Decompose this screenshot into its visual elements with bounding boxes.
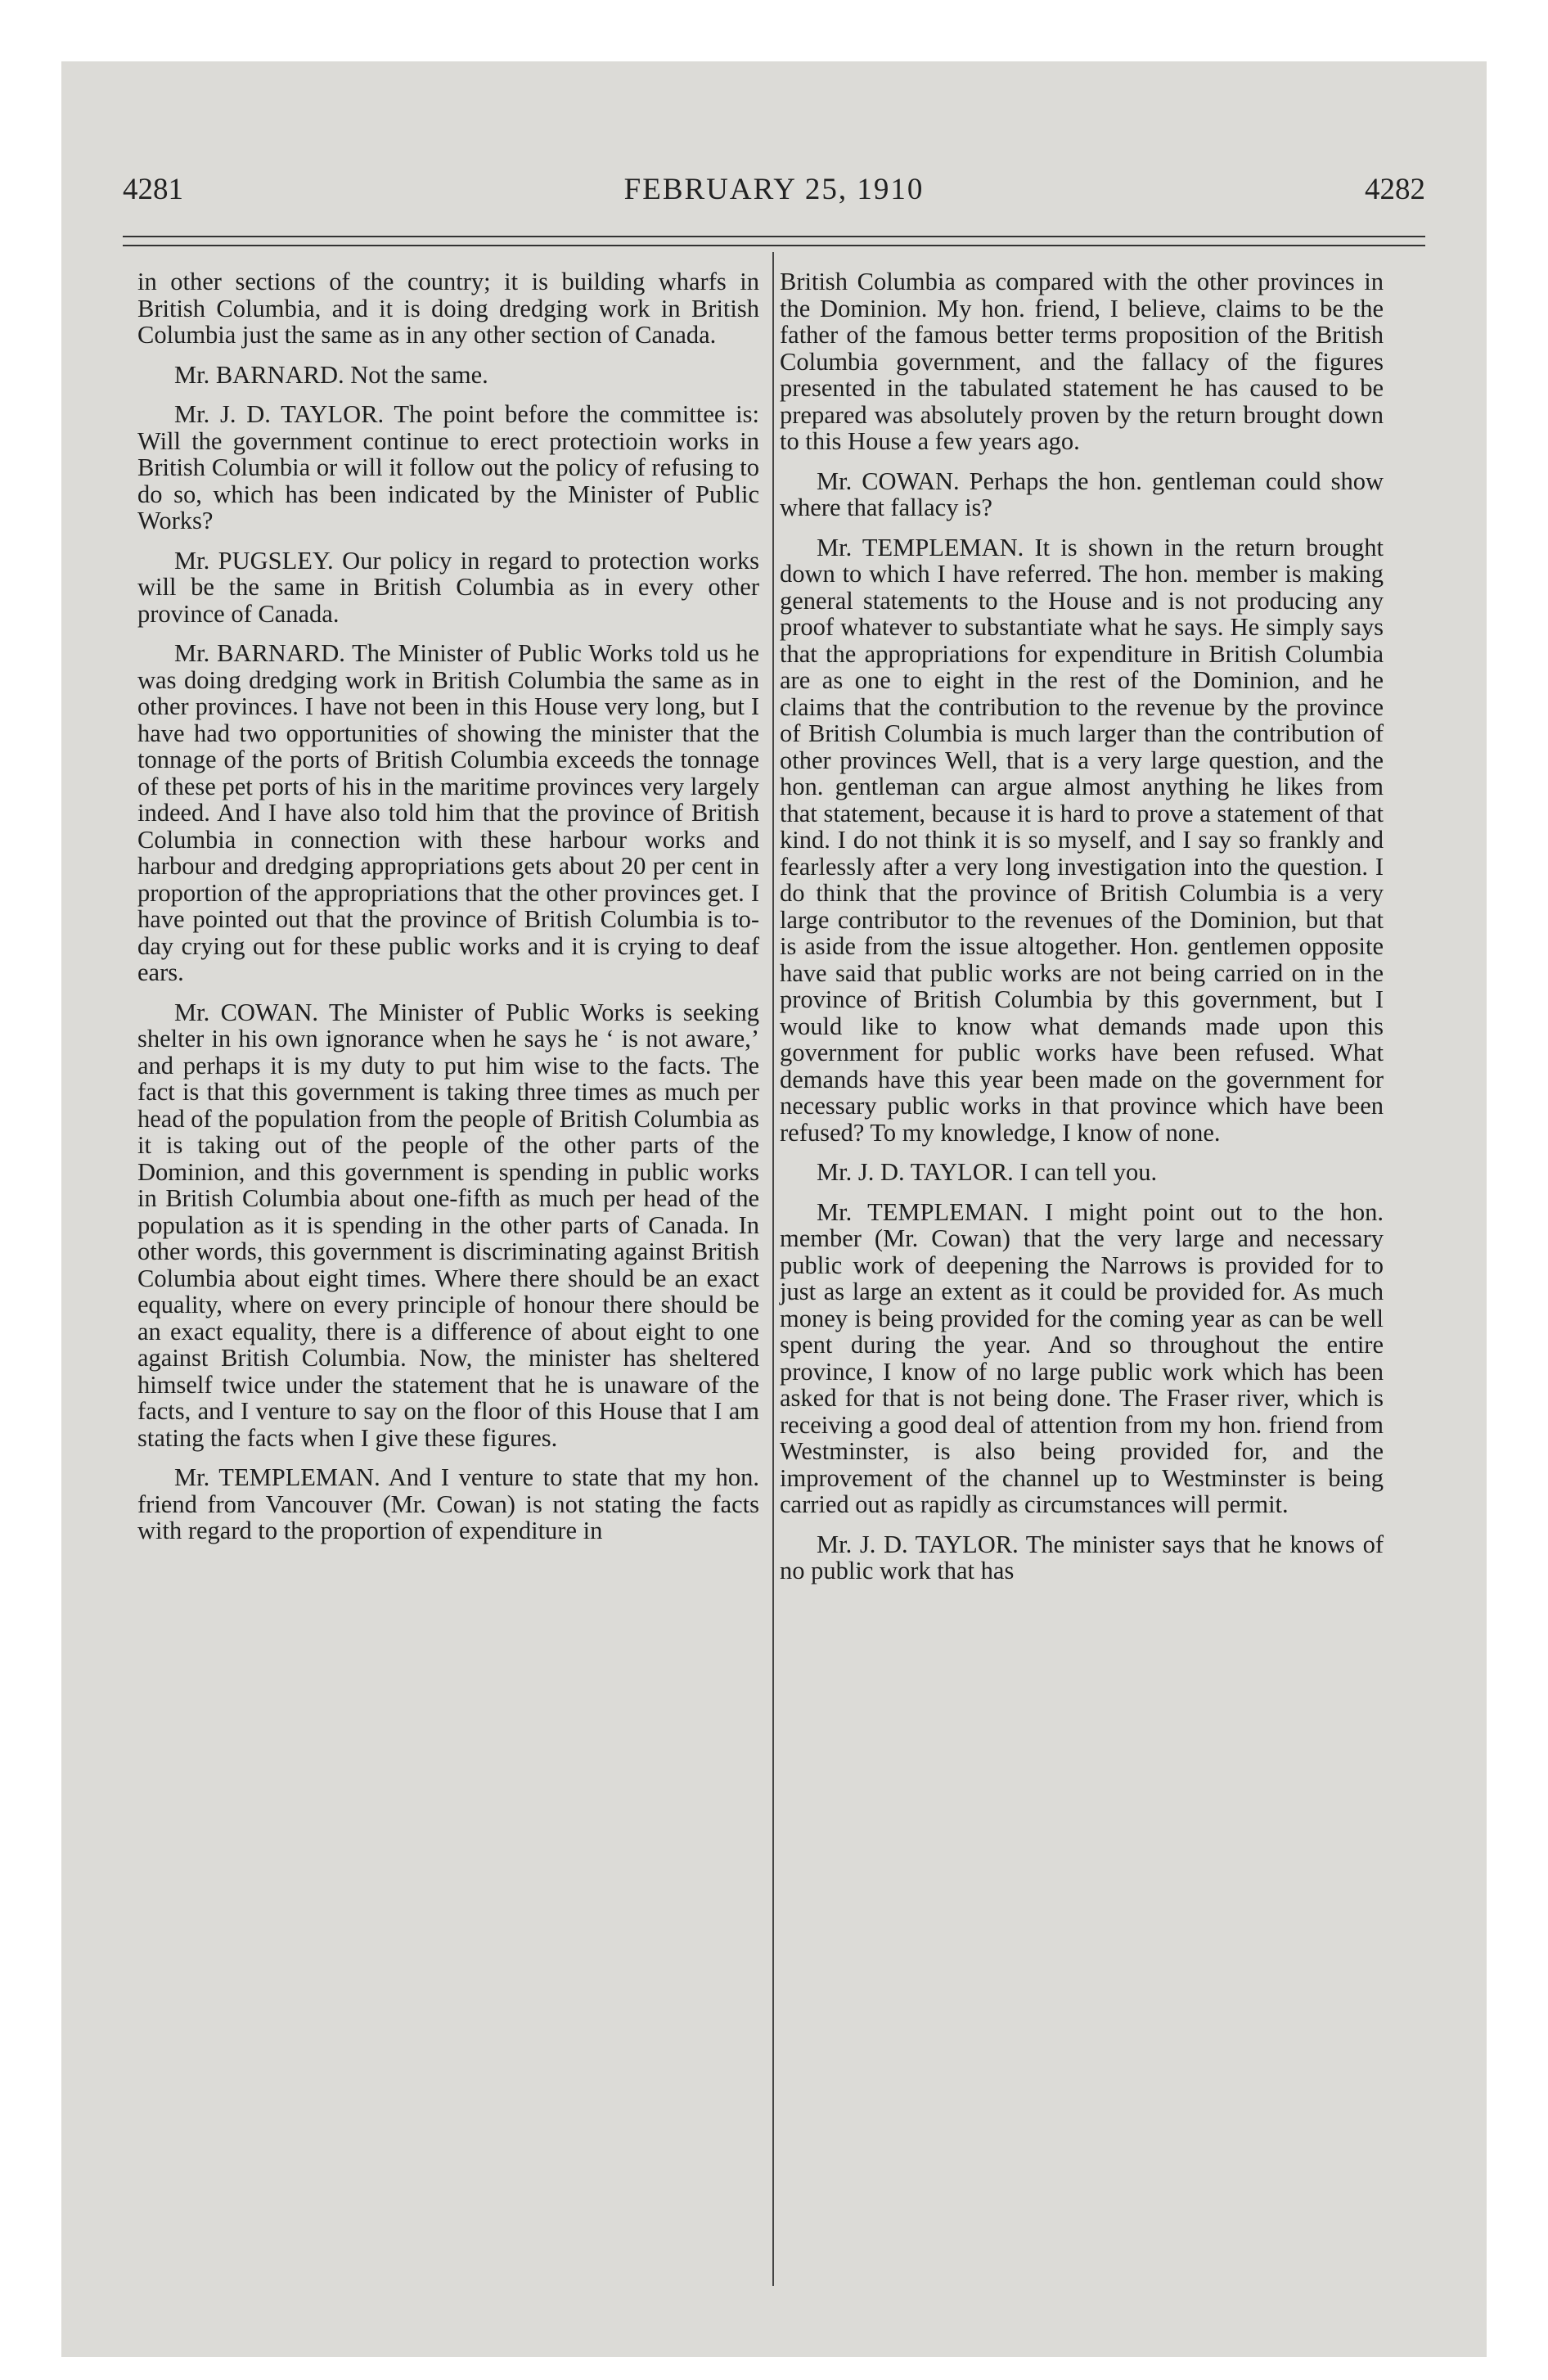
column-divider — [772, 252, 774, 2286]
page-header — [123, 164, 1425, 221]
paragraph: Mr. J. D. TAYLOR. The minister says that he knows of no public work that has — [780, 1530, 1384, 1584]
paragraph: in other sections of the country; it is building wharfs in British Columbia, and it is doing dredging work in British Columbia just the same as in any other section of Canada. — [137, 268, 759, 349]
paragraph: Mr. COWAN. Perhaps the hon. gentleman could show where that fallacy is? — [780, 467, 1384, 521]
paragraph: Mr. BARNARD. The Minister of Public Works told us he was doing dredging work in British Columbia the same as in other provinces. I have not been in this House very long, but I have had two opportunities of showing the minister that the tonnage of the ports of British Columbia exceeds the tonnage of these pet ports of his in the maritime provinces very largely indeed. And I have also told him that the province of British Columbia in connection with these harbour works and harbour and dredging appropriations gets about 20 per cent in proportion of the appropriations that the other provinces get. I have pointed out that the province of British Columbia is to-day crying out for these public works and it is crying to deaf ears. — [137, 639, 759, 986]
paragraph: Mr. TEMPLEMAN. I might point out to the hon. member (Mr. Cowan) that the very large and necessary public work of deepening the Narrows is provided for to just as large an extent as it could be provided for. As much money is being provided for the coming year as can be well spent during the year. And so throughout the entire province, I know of no large public work which has been asked for that is not being done. The Fraser river, which is receiving a good deal of attention from my hon. friend from Westminster, is also being provided for, and the improvement of the channel up to Westminster is being carried out as rapidly as circumstances will permit. — [780, 1197, 1384, 1518]
page-date: FEBRUARY 25, 1910 — [623, 173, 925, 206]
header-rule-top — [123, 236, 1425, 237]
paragraph: Mr. TEMPLEMAN. And I venture to state that my hon. friend from Vancouver (Mr. Cowan) is not stating the facts with regard to the proportion of expenditure in — [137, 1463, 759, 1544]
header-rule-bottom — [123, 245, 1425, 246]
page-number-left: 4281 — [123, 173, 183, 206]
paragraph: Mr. BARNARD. Not the same. — [174, 360, 488, 389]
page-number-right: 4282 — [1365, 173, 1425, 206]
right-column — [780, 268, 1384, 1598]
paragraph: Mr. J. D. TAYLOR. The point before the committee is: Will the government continue to erect protectioin works in British Columbia or will it follow out the policy of refusing to do so, which has been indicated by the Minister of Public Works? — [137, 400, 759, 534]
paragraph: Mr. COWAN. The Minister of Public Works is seeking shelter in his own ignorance when he says he ‘ is not aware,’ and perhaps it is my duty to put him wise to the facts. The fact is that this government is taking three times as much per head of the population from the people of British Columbia as it is taking out of the people of the other parts of the Dominion, and this government is spending in public works in British Columbia about one-fifth as much per head of the population as it is spending in the other parts of Canada. In other words, this government is discriminating against British Columbia about eight times. Where there should be an exact equality, where on every principle of honour there should be an exact equality, there is a difference of about eight to one against British Columbia. Now, the minister has sheltered himself twice under the statement that he is unaware of the facts, and I venture to say on the floor of this House that I am stating the facts when I give these figures. — [137, 998, 759, 1452]
paragraph: British Columbia as compared with the other provinces in the Dominion. My hon. friend, I believe, claims to be the father of the famous better terms proposition of the British Columbia government, and the fallacy of the figures presented in the tabulated statement he has caused to be prepared was absolutely proven by the return brought down to this House a few years ago. — [780, 268, 1384, 455]
paragraph: Mr. J. D. TAYLOR. I can tell you. — [817, 1158, 1158, 1186]
paragraph: Mr. PUGSLEY. Our policy in regard to protection works will be the same in British Columbia as in every other province of Canada. — [137, 546, 759, 628]
left-column — [137, 268, 759, 1557]
paragraph: Mr. TEMPLEMAN. It is shown in the return brought down to which I have referred. The hon. member is making general statements to the House and is not producing any proof whatever to substantiate what he says. He simply says that the appropriations for expenditure in British Columbia are as one to eight in the rest of the Dominion, and he claims that the contribution to the revenue by the province of British Columbia is much larger than the contribution of other provinces Well, that is a very large question, and the hon. gentleman can argue almost anything he likes from that statement, because it is hard to prove a statement of that kind. I do not think it is so myself, and I say so frankly and fearlessly after a very long investigation into the question. I do think that the province of British Columbia is a very large contributor to the revenues of the Dominion, but that is aside from the issue altogether. Hon. gentlemen opposite have said that public works are not being carried on in the province of British Columbia by this government, but I would like to know what demands made upon this government for public works have been refused. What demands have this year been made on the government for necessary public works in that province which have been refused? To my knowledge, I know of none. — [780, 533, 1384, 1147]
